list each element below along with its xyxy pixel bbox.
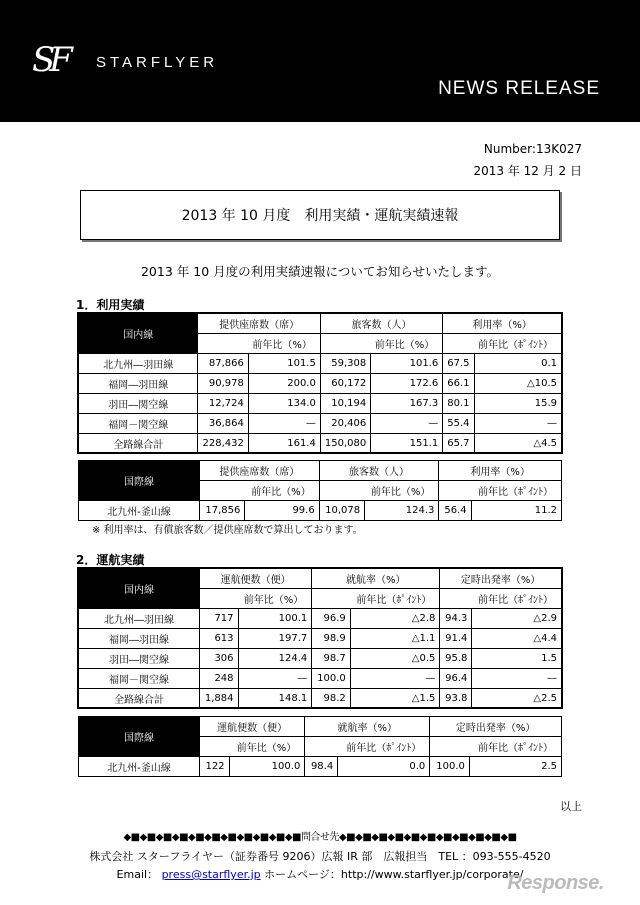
table-cell: 200.0 <box>248 374 320 394</box>
table-cell: 1.5 <box>472 649 562 669</box>
table-row <box>79 757 562 777</box>
table-row <box>79 414 562 434</box>
sub-header: 前年比（ﾎﾟｲﾝﾄ） <box>474 334 562 354</box>
column-header: 提供座席数（席） <box>200 461 320 481</box>
table-cell: 100.0 <box>430 757 470 777</box>
footer-company: 株式会社 スターフライヤー（証券番号 9206）広報 IR 部 広報担当 TEL ：093-555-4520 <box>89 850 551 863</box>
table-cell: 306 <box>200 649 239 669</box>
sub-header: 前年比（%） <box>365 481 439 501</box>
table-cell: 91.4 <box>440 629 472 649</box>
table-cell: △1.1 <box>350 629 440 649</box>
table-cell: 95.8 <box>440 649 472 669</box>
sub-header: 前年比（ﾎﾟｲﾝﾄ） <box>350 589 440 609</box>
document-date: 2013 年 12 月 2 日 <box>473 164 582 178</box>
table-cell: 11.2 <box>471 501 561 521</box>
sub-header: 前年比（%） <box>371 334 443 354</box>
table-cell: 67.5 <box>443 354 474 374</box>
route-name: 羽田―関空線 <box>79 649 200 669</box>
table-cell: 87,866 <box>198 354 248 374</box>
usage-note: ※ 利用率は、有償旅客数／提供座席数で算出しております。 <box>92 525 363 536</box>
column-header: 利用率（%） <box>443 314 562 334</box>
table-cell: 613 <box>200 629 239 649</box>
table-cell: 20,406 <box>320 414 370 434</box>
table-cell: 197.7 <box>238 629 312 649</box>
table-cell: — <box>248 414 320 434</box>
starflyer-logo-text: STARFLYER <box>96 54 219 71</box>
table-cell: 0.0 <box>338 757 430 777</box>
table-cell: △2.9 <box>472 609 562 629</box>
table-cell: 172.6 <box>371 374 443 394</box>
route-name: 福岡－関空線 <box>79 414 198 434</box>
route-name: 北九州-釜山線 <box>79 757 200 777</box>
table-cell: △4.4 <box>472 629 562 649</box>
table-cell: 36,864 <box>198 414 248 434</box>
sub-header: 前年比（%） <box>238 589 312 609</box>
table-cell: — <box>371 414 443 434</box>
email-link[interactable]: press@starflyer.jp <box>161 868 261 881</box>
table-label-international: 国際線 <box>79 717 200 757</box>
sub-header: 前年比（ﾎﾟｲﾝﾄ） <box>472 589 562 609</box>
table-cell: 10,078 <box>319 501 364 521</box>
response-watermark: Response. <box>507 872 604 894</box>
table-row-total: 全路線合計 228,432 161.4 150,080 151.1 65.7 △4.5 <box>79 434 562 453</box>
route-name: 福岡－関空線 <box>79 669 200 689</box>
column-header: 旅客数（人） <box>320 314 442 334</box>
homepage-text: ホームページ：http://www.starflyer.jp/corporate/ <box>264 868 524 881</box>
table-cell: 248 <box>200 669 239 689</box>
usage-international-table <box>78 460 562 521</box>
table-row <box>79 501 562 521</box>
table-cell: 10,194 <box>320 394 370 414</box>
table-cell: 96.4 <box>440 669 472 689</box>
table-row <box>79 629 562 649</box>
column-header: 提供座席数（席） <box>198 314 320 334</box>
column-header: 定時出発率（%） <box>430 717 562 737</box>
sub-header: 前年比（ﾎﾟｲﾝﾄ） <box>471 481 561 501</box>
column-header: 運航便数（便） <box>200 569 312 589</box>
table-cell: 55.4 <box>443 414 474 434</box>
table-cell: △10.5 <box>474 374 562 394</box>
page-title: 2013 年 10 月度 利用実績・運航実績速報 <box>80 190 560 240</box>
table-cell: 101.6 <box>371 354 443 374</box>
column-header: 就航率（%） <box>312 569 440 589</box>
table-cell: 66.1 <box>443 374 474 394</box>
usage-domestic-table <box>78 313 562 453</box>
table-cell: △2.8 <box>350 609 440 629</box>
table-cell: 98.7 <box>312 649 351 669</box>
table-cell: — <box>474 414 562 434</box>
column-header: 旅客数（人） <box>319 461 439 481</box>
table-cell: 90,978 <box>198 374 248 394</box>
table-cell: 98.9 <box>312 629 351 649</box>
table-row <box>79 609 562 629</box>
sub-header: 前年比（ﾎﾟｲﾝﾄ） <box>469 737 561 757</box>
table-cell: △0.5 <box>350 649 440 669</box>
table-cell: — <box>350 669 440 689</box>
table-label-domestic: 国内線 <box>79 569 200 609</box>
table-row <box>79 394 562 414</box>
table-cell: 12,724 <box>198 394 248 414</box>
route-name: 福岡―羽田線 <box>79 629 200 649</box>
table-cell: — <box>238 669 312 689</box>
intro-text: 2013 年 10 月度の利用実績速報についてお知らせいたします。 <box>140 264 499 279</box>
table-cell: 94.3 <box>440 609 472 629</box>
table-row <box>79 669 562 689</box>
operations-international-table <box>78 716 562 777</box>
section-title-usage: 1．利用実績 <box>76 298 145 312</box>
sub-header: 前年比（%） <box>248 334 320 354</box>
table-cell: 96.9 <box>312 609 351 629</box>
email-label: Email： <box>116 868 159 881</box>
column-header: 利用率（%） <box>439 461 562 481</box>
table-cell: 124.3 <box>365 501 439 521</box>
section-title-operations: 2．運航実績 <box>76 553 145 567</box>
table-cell: 2.5 <box>469 757 561 777</box>
table-cell: 15.9 <box>474 394 562 414</box>
column-header: 就航率（%） <box>305 717 430 737</box>
table-cell: 60,172 <box>320 374 370 394</box>
table-cell: 98.4 <box>305 757 338 777</box>
table-row <box>79 649 562 669</box>
route-name: 福岡―羽田線 <box>79 374 198 394</box>
table-cell: 17,856 <box>200 501 245 521</box>
table-cell: 100.0 <box>312 669 351 689</box>
table-label-domestic: 国内線 <box>79 314 198 354</box>
table-label-international: 国際線 <box>79 461 200 501</box>
table-cell: 717 <box>200 609 239 629</box>
table-cell: 0.1 <box>474 354 562 374</box>
column-header: 定時出発率（%） <box>440 569 562 589</box>
document-number: Number:13K027 <box>483 142 582 156</box>
sub-header: 前年比（%） <box>229 737 305 757</box>
table-cell: 100.1 <box>238 609 312 629</box>
table-cell: 80.1 <box>443 394 474 414</box>
table-cell: 99.6 <box>245 501 319 521</box>
table-cell: 124.4 <box>238 649 312 669</box>
table-cell: 122 <box>200 757 230 777</box>
table-cell: 101.5 <box>248 354 320 374</box>
table-cell: 100.0 <box>229 757 305 777</box>
table-cell: 59,308 <box>320 354 370 374</box>
news-release-label: NEWS RELEASE <box>438 78 600 99</box>
starflyer-logo-mark: SF <box>32 40 67 80</box>
table-cell: 167.3 <box>371 394 443 414</box>
route-name: 北九州-釜山線 <box>79 501 200 521</box>
closing-mark: 以上 <box>560 800 582 813</box>
route-name: 北九州―羽田線 <box>79 609 200 629</box>
sub-header: 前年比（%） <box>245 481 319 501</box>
sub-header: 前年比（ﾎﾟｲﾝﾄ） <box>338 737 430 757</box>
table-cell: — <box>472 669 562 689</box>
table-row-total: 全路線合計 1,884 148.1 98.2 △1.5 93.8 △2.5 <box>79 689 562 708</box>
route-name: 北九州―羽田線 <box>79 354 198 374</box>
footer-divider: ◆■◆■◆■◆■◆■◆■◆■◆■◆■◆■◆■問合せ先◆■◆■◆■◆■◆■◆■◆■◆■◆■◆■◆■ <box>123 832 517 843</box>
table-row <box>79 374 562 394</box>
header-banner <box>0 0 640 122</box>
table-row <box>79 354 562 374</box>
operations-domestic-table <box>78 568 562 708</box>
table-cell: 134.0 <box>248 394 320 414</box>
route-name: 羽田―関空線 <box>79 394 198 414</box>
table-cell: 56.4 <box>439 501 471 521</box>
column-header: 運航便数（便） <box>200 717 305 737</box>
